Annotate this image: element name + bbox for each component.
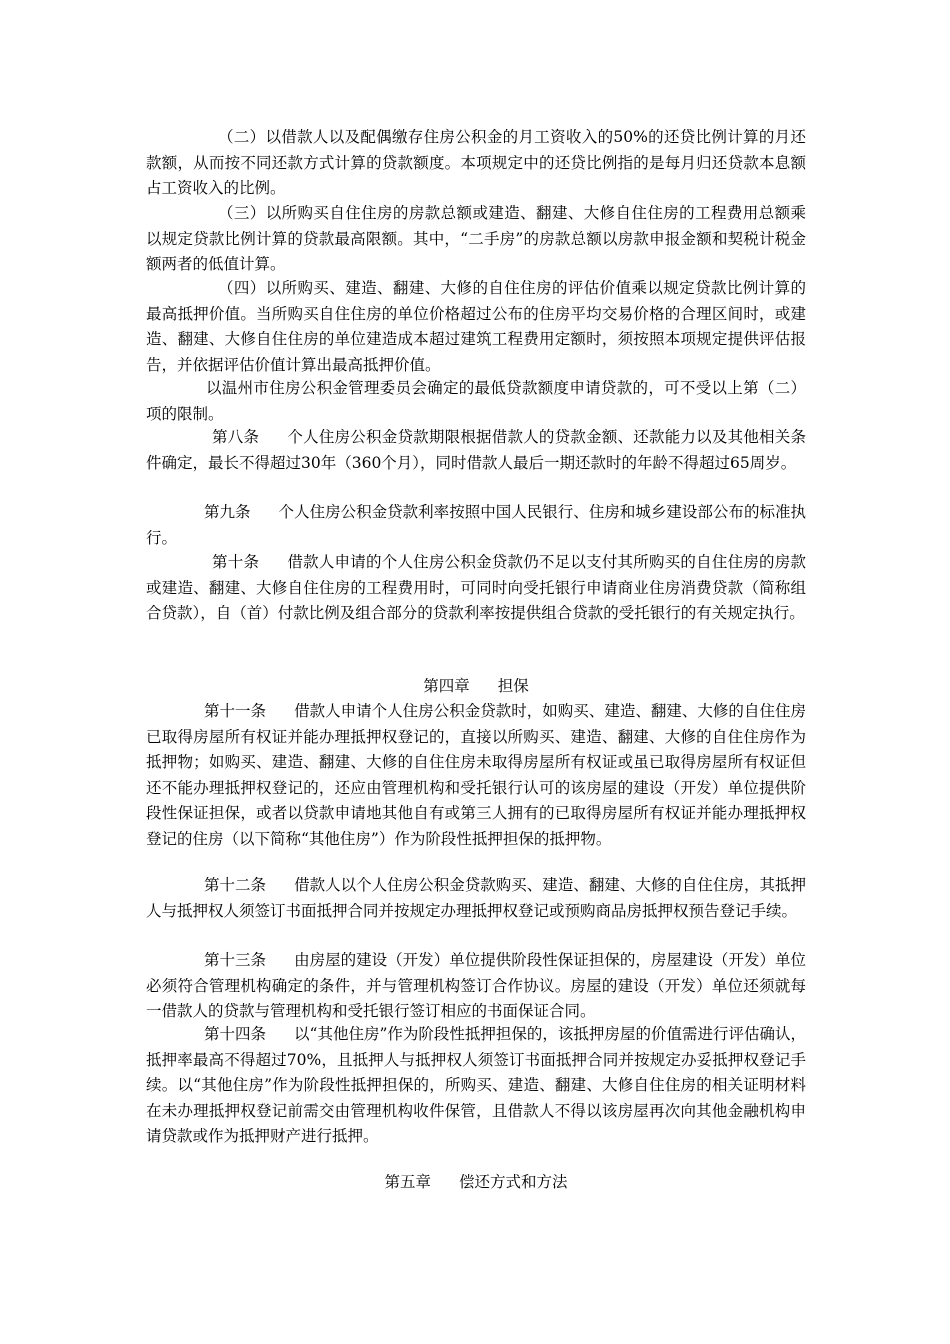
- article-number: 第十条: [212, 553, 260, 571]
- chapter-number: 第五章: [384, 1173, 431, 1191]
- chapter-5-heading: [146, 1170, 806, 1196]
- article-number: 第十一条: [204, 702, 267, 720]
- paragraph-item-2: （二）以借款人以及配偶缴存住房公积金的月工资收入的50%的还贷比例计算的月还款额，从而按不同还款方式计算的贷款额度。本项规定中的还贷比例指的是每月归还贷款本息额占工资收入的比例。: [146, 128, 806, 197]
- article-text: 借款人申请的个人住房公积金贷款仍不足以支付其所购买的自住住房的房款或建造、翻建、大修自住住房的工程费用时，可同时向受托银行申请商业住房消费贷款（简称组合贷款），自（首）付款比例及组合部分的贷款利率按提供组合贷款的受托银行的有关规定执行。: [146, 553, 806, 622]
- chapter-4-heading: [146, 674, 806, 700]
- article-11: [146, 699, 806, 852]
- article-text: 个人住房公积金贷款利率按照中国人民银行、住房和城乡建设部公布的标准执行。: [146, 503, 806, 547]
- article-text: 借款人申请个人住房公积金贷款时，如购买、建造、翻建、大修的自住住房已取得房屋所有权证并能办理抵押权登记的，直接以所购买、建造、翻建、大修的自住住房作为抵押物；如购买、建造、翻建、大修的自住住房未取得房屋所有权证或虽已取得房屋所有权证但还不能办理抵押权登记的，还应由管理机构和受托银行认可的该房屋的建设（开发）单位提供阶段性保证担保，或者以贷款申请地其他自有或第三人拥有的已取得房屋所有权证并能办理抵押权登记的住房（以下简称“其他住房”）作为阶段性抵押担保的抵押物。: [146, 702, 806, 848]
- article-13: [146, 948, 806, 1025]
- chapter-title: 担保: [497, 677, 529, 695]
- article-10: [146, 550, 806, 627]
- article-text: 以“其他住房”作为阶段性抵押担保的，该抵押房屋的价值需进行评估确认，抵押率最高不得超过70%，且抵押人与抵押权人须签订书面抵押合同并按规定办妥抵押权登记手续。以“其他住房”作为阶段性抵押担保的，所购买、建造、翻建、大修自住住房的相关证明材料在未办理抵押权登记前需交由管理机构收件保管，且借款人不得以该房屋再次向其他金融机构申请贷款或作为抵押财产进行抵押。: [146, 1025, 806, 1145]
- article-number: 第十四条: [204, 1025, 267, 1043]
- article-8: [146, 425, 806, 476]
- paragraph-limit-note: 以温州市住房公积金管理委员会确定的最低贷款额度申请贷款的，可不受以上第（二）项的限制。: [146, 379, 806, 423]
- paragraph-item-3: （三）以所购买自住住房的房款总额或建造、翻建、大修自住住房的工程费用总额乘以规定贷款比例计算的贷款最高限额。其中，“二手房”的房款总额以房款申报金额和契税计税金额两者的低值计算。: [146, 204, 806, 273]
- article-number: 第八条: [212, 428, 260, 446]
- article-number: 第十三条: [204, 951, 267, 969]
- article-14: [146, 1022, 806, 1150]
- chapter-number: 第四章: [423, 677, 470, 695]
- paragraph-item-4: （四）以所购买、建造、翻建、大修的自住住房的评估价值乘以规定贷款比例计算的最高抵押价值。当所购买自住住房的单位价格超过公布的住房平均交易价格的合理区间时，或建造、翻建、大修自住住房的单位建造成本超过建筑工程费用定额时，须按照本项规定提供评估报告，并依据评估价值计算出最高抵押价值。: [146, 279, 806, 374]
- article-text: 借款人以个人住房公积金贷款购买、建造、翻建、大修的自住住房，其抵押人与抵押权人须签订书面抵押合同并按规定办理抵押权登记或预购商品房抵押权预告登记手续。: [146, 876, 806, 920]
- article-text: 个人住房公积金贷款期限根据借款人的贷款金额、还款能力以及其他相关条件确定，最长不得超过30年（360个月），同时借款人最后一期还款时的年龄不得超过65周岁。: [146, 428, 806, 472]
- article-number: 第十二条: [204, 876, 267, 894]
- article-number: 第九条: [204, 503, 251, 521]
- article-text: 由房屋的建设（开发）单位提供阶段性保证担保的，房屋建设（开发）单位必须符合管理机构确定的条件，并与管理机构签订合作协议。房屋的建设（开发）单位还须就每一借款人的贷款与管理机构和受托银行签订相应的书面保证合同。: [146, 951, 806, 1020]
- chapter-title: 偿还方式和方法: [459, 1173, 568, 1191]
- article-9: [146, 500, 806, 551]
- article-12: [146, 873, 806, 924]
